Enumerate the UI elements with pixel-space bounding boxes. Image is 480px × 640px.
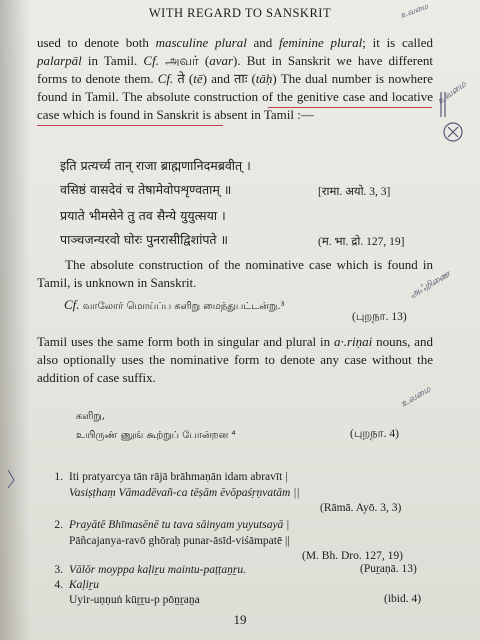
term-italic: a·.riṇai [333, 334, 373, 349]
text-run: ) and ताः ( [202, 71, 256, 86]
footnote-text: Prayātē Bhīmasēnē tu tava sāinyam yuyutsayā | [69, 519, 290, 531]
footnote-text: Vasiṣṭhaṃ Vāmadēvañ-ca tēṣām ēvōpaśṛṇvatām || [69, 487, 300, 499]
footnote-text: Pāñcajanya-ravō ghōraḥ punar-āsīd-viśāmpatē || [69, 535, 290, 547]
footnote-number: 1. [54, 471, 63, 483]
footnote-text: Iti pratyarcya tān rājā brāhmaṇān idam abravīt | [69, 471, 288, 483]
margin-note: உவமை [399, 1, 430, 20]
text-run: ; it is called [362, 35, 433, 50]
footnote-text: Vālōr moyppa kaḷiṟu maintu-paṭṭaṉṟu. [69, 564, 246, 576]
text-run: used to denote both [37, 35, 156, 50]
margin-note: அஃறிணை [408, 269, 453, 301]
term-italic: tē [193, 71, 203, 86]
tamil-quote-line: களிறு, [76, 411, 105, 422]
sanskrit-line: पाञ्चजन्यरवो घोरः पुनरासीद्विशांपते ॥ [60, 232, 229, 247]
sanskrit-ref: [रामा. अयो. 3, 3] [318, 186, 391, 198]
page-number: 19 [233, 612, 247, 627]
footnote-text: Uyir-uṇṇuṅ kūṟṟu-p pōṉṟaṉa [69, 594, 200, 606]
sanskrit-line: वसिष्ठं वासदेवं च तेषामेवोपशृण्वताम् ॥ [60, 182, 232, 197]
footnote-ref: (M. Bh. Dro. 127, 19) [302, 550, 403, 562]
sanskrit-line: इति प्रत्यर्च्य तान् राजा ब्राह्मणानिदमब्रवीत् । [60, 158, 251, 173]
tamil-quote-ref: (புறநா. 4) [350, 428, 399, 440]
footnote-number: 4. [54, 579, 63, 591]
margin-note: உவமை [399, 384, 433, 410]
paragraph-nominative: The absolute construction of the nominative case which is found in Tamil, is unknown in Sanskrit. [37, 257, 433, 290]
sanskrit-ref: (म. भा. द्रो. 127, 19] [318, 236, 405, 248]
footnote-ref: (Puṟaṇā. 13) [360, 563, 417, 575]
footnote-number: 3. [54, 564, 63, 576]
footnote-number: 2. [54, 519, 63, 531]
tamil-quote: வாலோர் மொய்ப்ப களிறு மைந்துபட்டன்று.³ [82, 301, 285, 312]
term-italic: feminine plural [279, 35, 363, 50]
text-run: அவர் ( [158, 53, 210, 68]
text-run: and [246, 35, 280, 50]
text-run: ) The dual number is nowhere found in Tamil. The absolute construction of the genitive case and locative case which is found in Sanskrit is absent in Tamil :— [37, 71, 433, 122]
cf-ref: (புறநா. 13) [352, 311, 407, 323]
term-italic: Cf. [143, 53, 159, 68]
term-italic: masculine plural [155, 35, 247, 50]
term-italic: Cf. [157, 71, 174, 86]
cf-abbrev: Cf. [64, 297, 80, 312]
tamil-quote-line: உயிருண் ணுங் கூற்றுப் போன்றன ⁴ [76, 430, 236, 441]
term-italic: avar [209, 53, 234, 68]
text-run: ). But in Sanskrit we have different forms to denote them. [37, 53, 433, 86]
sanskrit-line: प्रयाते भीमसेने तु तव सैन्ये युयुत्सया । [60, 208, 226, 223]
margin-note: உவமை [435, 79, 469, 107]
text-run: ते ( [173, 71, 194, 86]
running-header: WITH REGARD TO SANSKRIT [148, 6, 332, 20]
footnote-ref: (ibid. 4) [384, 593, 422, 605]
text-run: nouns, and also optionally uses the nominative form to denote any case without the addition of case suffix. [37, 334, 433, 385]
term-italic: tāḥ [255, 71, 273, 86]
term-italic: palarpāl [37, 53, 82, 68]
text-run: Tamil uses the same form both in singular and plural in [37, 334, 334, 349]
text-run: in Tamil. [81, 53, 144, 68]
footnote-text: Kaḷiṟu [69, 579, 100, 591]
left-margin-scribble [8, 470, 14, 488]
footnote-ref: (Rāmā. Ayō. 3, 3) [320, 502, 402, 514]
